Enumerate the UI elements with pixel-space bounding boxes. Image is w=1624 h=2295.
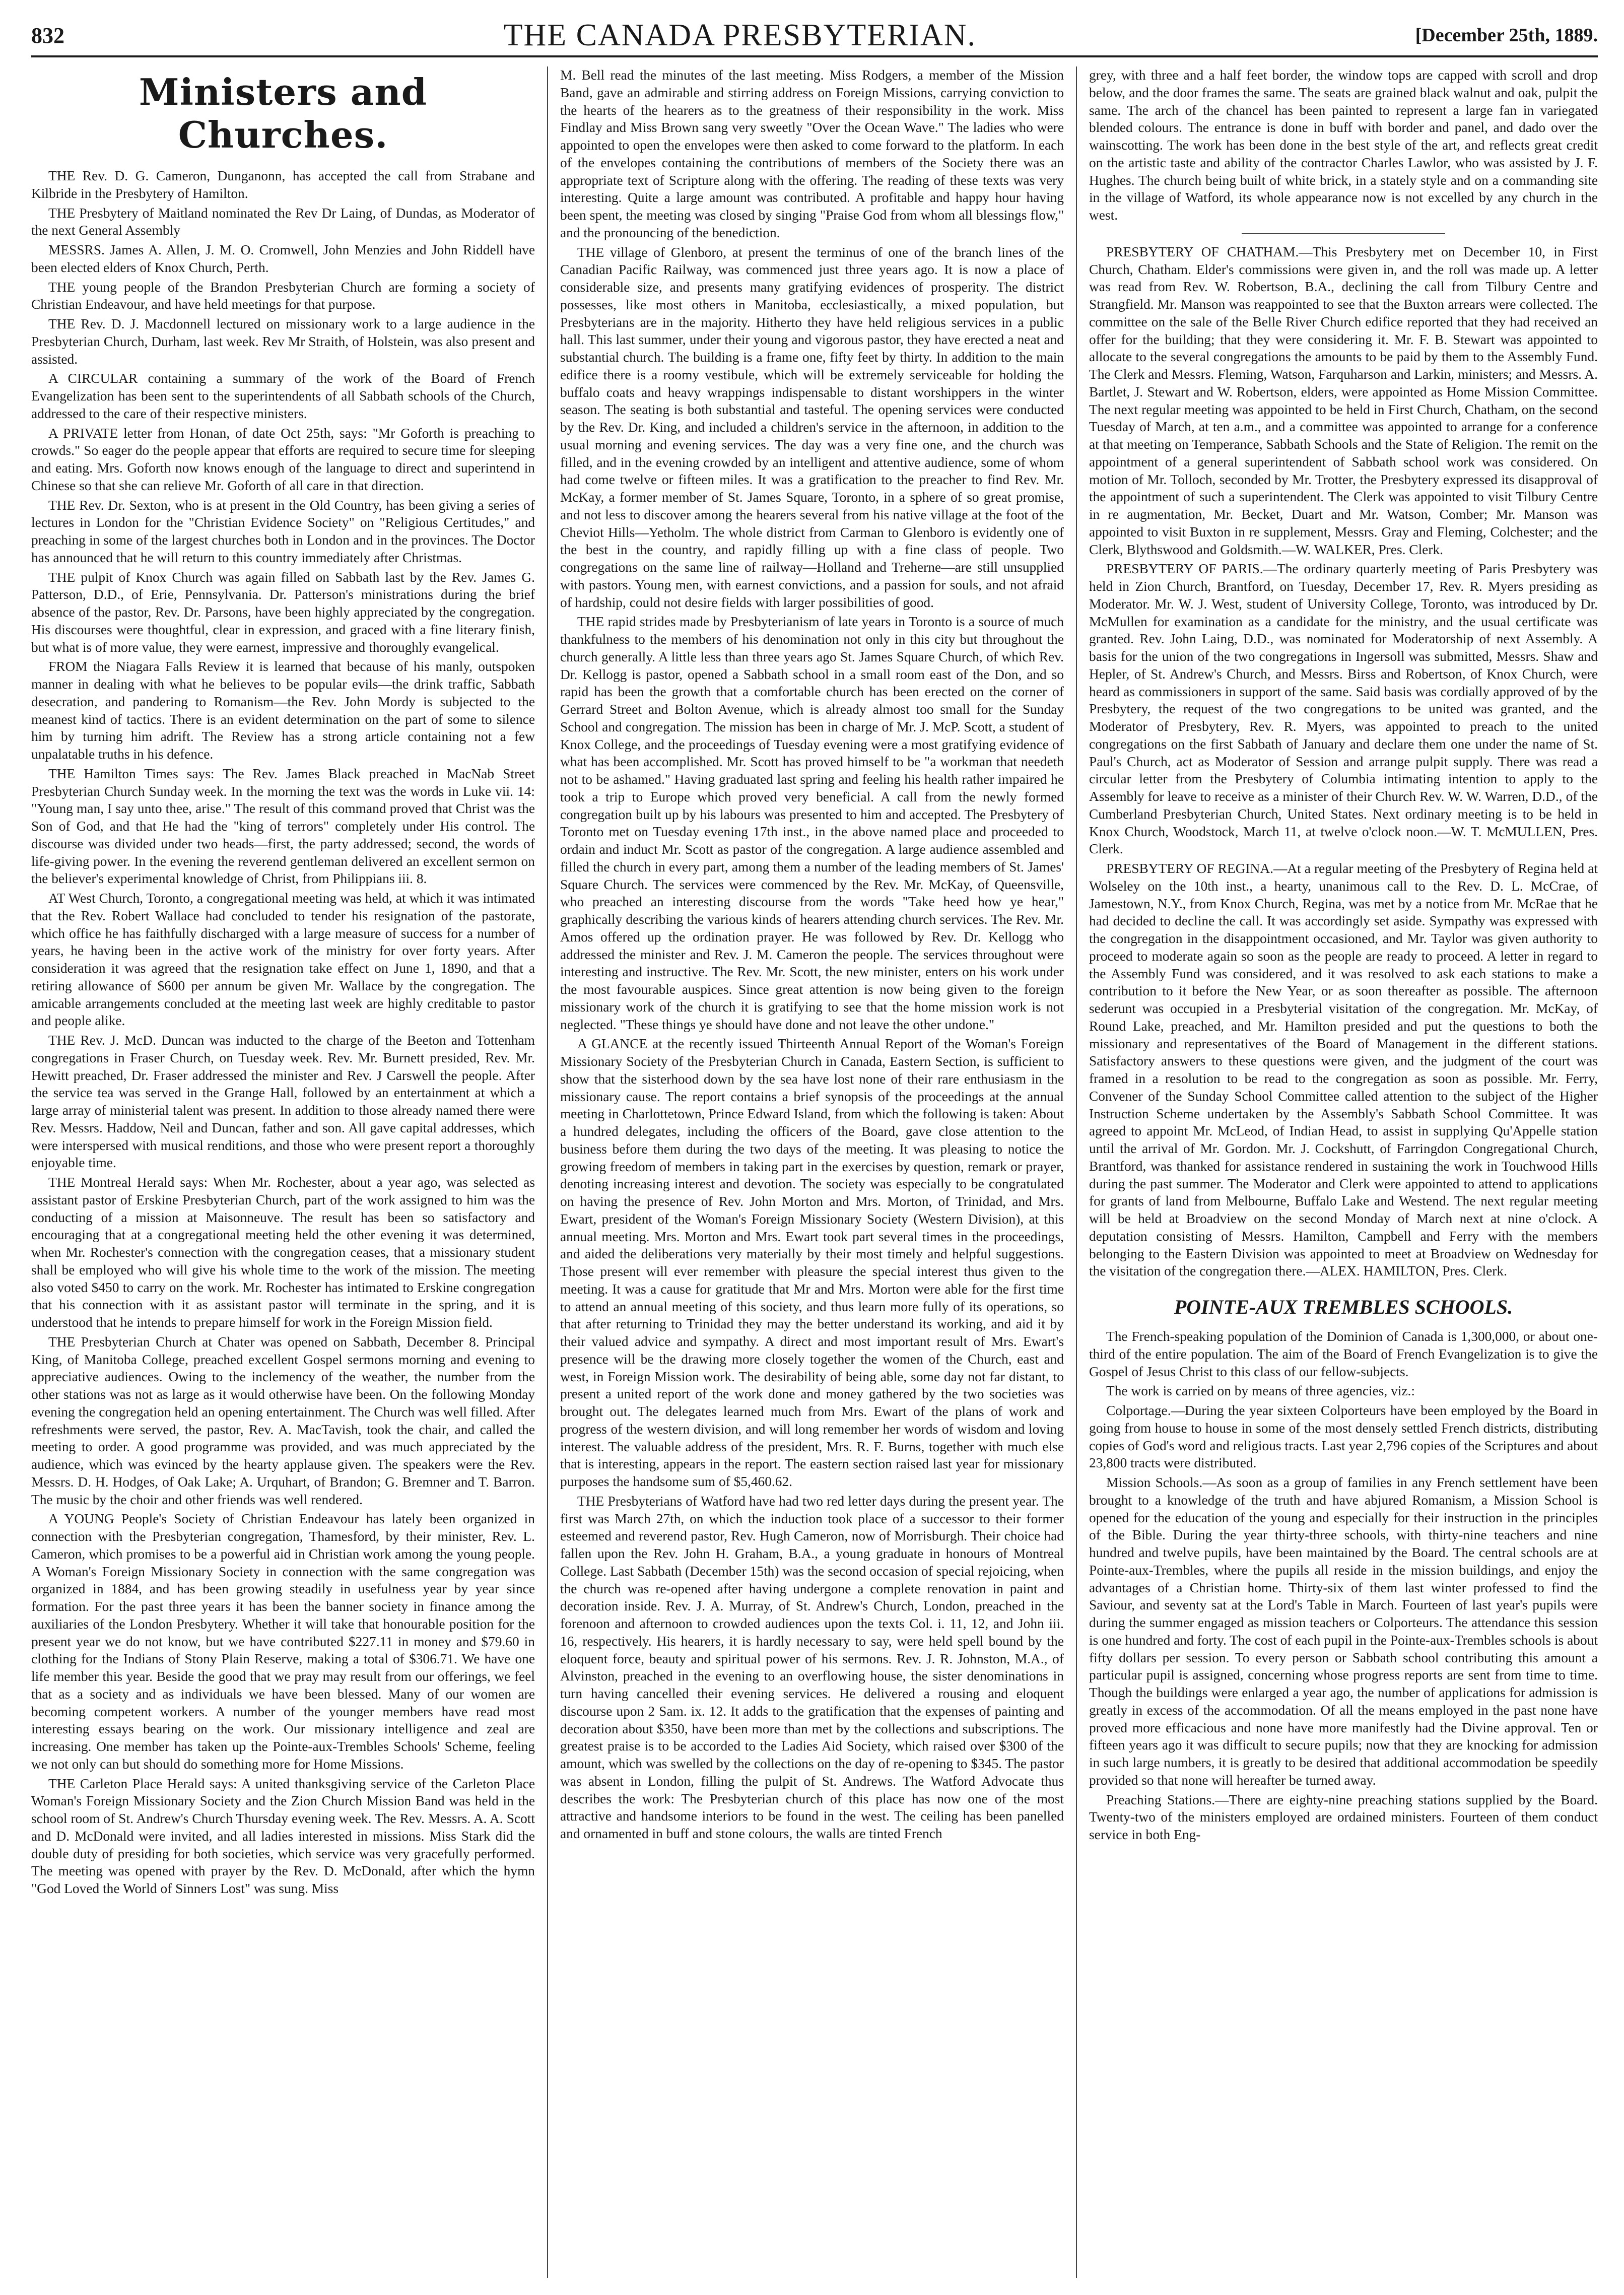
masthead	[31, 15, 1598, 57]
newspaper-page	[31, 15, 1598, 2282]
news-item: MESSRS. James A. Allen, J. M. O. Cromwell, John Menzies and John Riddell have been elected elders of Knox Church, Perth.	[31, 242, 535, 275]
news-item: AT West Church, Toronto, a congregational meeting was held, at which it was intimated that the Rev. Robert Wallace had concluded to tender his resignation of the pastorate, which office he has faithfully discharged with a large measure of success for a number of years, he having been in the active work of the ministry for over forty years. After consideration it was agreed that the resignation take effect on June 1, 1890, and that a retiring allowance of $600 per annum be given Mr. Wallace by the congregation. The amicable arrangements concluded at the meeting last week are highly creditable to pastor and people alike.	[31, 891, 535, 1029]
news-item: A YOUNG People's Society of Christian Endeavour has lately been organized in connection with the Presbyterian congregation, Thamesford, by their minister, Rev. L. Cameron, which promises to be a powerful aid in Christian work among the young people. A Woman's Foreign Missionary Society in connection with the same congregation was organized in 1884, and has been growing steadily in usefulness year by year since formation. For the past three years it has been the banner society in finance among the auxiliaries of the London Presbytery. Whether it will take that honourable position for the present year we do not know, but we have contributed $227.11 in money and $79.60 in clothing for the Indians of Stony Plain Reserve, making a total of $306.71. We have one life member this year. Beside the good that we pray may result from our offerings, we feel that as a society and as individuals we have been blessed. Many of our women are becoming competent workers. A number of the younger members have read most interesting essays bearing on the work. Our missionary intelligence and zeal are increasing. One member has taken up the Pointe-aux-Trembles Schools' Scheme, feeling we not only can but should do something more for Home Missions.	[31, 1511, 535, 1772]
schools-paragraph: The work is carried on by means of three agencies, viz.:	[1106, 1383, 1415, 1399]
issue-date: [December 25th, 1889.	[1415, 25, 1598, 46]
column-divider	[547, 66, 548, 2278]
news-item: A PRIVATE letter from Honan, of date Oct 25th, says: "Mr Goforth is preaching to crowds." So eager do the people appear that efforts are required to secure time for sleeping and eating. Mrs. Goforth now knows enough of the language to direct and superintend in Chinese so that she can relieve Mr. Goforth of all care in that direction.	[31, 425, 535, 493]
section-separator	[1242, 233, 1445, 234]
column-1	[31, 66, 535, 2278]
news-item: THE pulpit of Knox Church was again filled on Sabbath last by the Rev. James G. Patterson, D.D., of Erie, Pennsylvania. Dr. Patterson's ministrations during the brief absence of the pastor, Rev. Dr. Parsons, have been highly appreciated by the congregation. His discourses were thoughtful, clear in expression, and graced with a fine literary finish, but what is of more value, they were earnest, impressive and thoroughly evangelical.	[31, 569, 535, 655]
column-divider	[1076, 66, 1077, 2278]
presbytery-report: PRESBYTERY OF CHATHAM.—This Presbytery met on December 10, in First Church, Chatham. Elder's commissions were given in, and the roll was made up. A letter was read from Rev. W. Robertson, B.A., declining the call from Tilbury Centre and Strangfield. Mr. Manson was reappointed to see that the Buxton arrears were collected. The committee on the sale of the Belle River Church edifice reported that they had received an offer for the building; that they were considering it. Mr. F. B. Stewart was appointed to allocate to the several congregations the amounts to be paid by them to the Assembly Fund. The Clerk and Messrs. Fleming, Watson, Farquharson and Larkin, ministers; and Messrs. A. Bartlet, J. Stewart and W. Robertson, elders, were appointed as Home Mission Committee. The next regular meeting was appointed to be held in First Church, Chatham, on the second Tuesday of March, at ten a.m., and a committee was appointed to arrange for a conference at that meeting on Temperance, Sabbath Schools and the State of Religion. The remit on the appointment of a general superintendent of Sabbath school work was considered. On motion of Mr. Tolloch, seconded by Mr. Trotter, the Presbytery expressed its disapproval of the appointment of such a superintendent. The Clerk was appointed to visit Tilbury Centre in re augmentation, Mr. Becket, Duart and Mr. Watson, Comber; Mr. Manson was appointed to visit Buxton in re supplement, Messrs. Gray and Fleming, Colchester; and the Clerk, Blythswood and Goldsmith.—W. WALKER, Pres. Clerk.	[1089, 244, 1598, 557]
news-item: grey, with three and a half feet border, the window tops are capped with scroll and drop below, and the door frames the same. The seats are grained black walnut and oak, pulpit the same. The arch of the chancel has been painted to represent a large fan in variegated blended colours. The entrance is done in buff with border and panel, and dado over the wainscotting. The work has been done in the best style of the art, and reflects great credit on the artistic taste and ability of the contractor Charles Lawlor, who was assisted by J. F. Hughes. The church being built of white brick, in a stately style and on a commanding site in the village of Watford, its whole appearance now is not excelled by any church in the west.	[1089, 68, 1598, 223]
news-item: THE Carleton Place Herald says: A united thanksgiving service of the Carleton Place Woman's Foreign Missionary Society and the Zion Church Mission Band was held in the school room of St. Andrew's Church Thursday evening week. The Rev. Messrs. A. A. Scott and D. McDonald were invited, and all ladies interested in missions. Miss Stark did the double duty of presiding for both societies, which service was very gracefully performed. The meeting was opened with prayer by the Rev. D. McDonald, after which the hymn "God Loved the World of Sinners Lost" was sung. Miss	[31, 1776, 535, 1896]
news-item: M. Bell read the minutes of the last meeting. Miss Rodgers, a member of the Mission Band, gave an admirable and stirring address on Foreign Missions, carrying conviction to the hearts of the hearers as to the greatness of their responsibility in the work. Miss Findlay and Miss Brown sang very sweetly "Over the Ocean Wave." The ladies who were appointed to open the envelopes were then asked to come forward to the platform. In each of the envelopes containing the contributions of members of the Society there was an appropriate text of Scripture along with the offering. The reading of these texts was very interesting. Quite a large amount was contributed. A profitable and happy hour having been spent, the meeting was closed by singing "Praise God from whom all blessings flow," and the pronouncing of the benediction.	[560, 68, 1064, 240]
schools-paragraph: Mission Schools.—As soon as a group of families in any French settlement have been brought to a knowledge of the truth and have abjured Romanism, a Mission School is opened for the education of the young and especially for their instruction in the principles of the Bible. During the year thirty-three schools, with thirty-nine teachers and nine hundred and twelve pupils, have been maintained by the Board. The central schools are at Pointe-aux-Trembles, where the pupils all reside in the mission buildings, and enjoy the advantages of a Christian home. Thirty-six of them last winter professed to find the Saviour, and seventy sat at the Lord's Table in March. Fourteen of last year's pupils were during the summer engaged as mission teachers or Colporteurs. The attendance this session is one hundred and forty. The cost of each pupil in the Pointe-aux-Trembles schools is about fifty dollars per session. To every person or Sabbath school contributing this amount a particular pupil is assigned, concerning whose progress reports are sent from time to time. Though the buildings were enlarged a year ago, the number of applications for admission is greatly in excess of the accommodation. Of all the means employed in the past none have proved more efficacious and none have more manifestly had the Divine approval. Ten or fifteen years ago it was difficult to secure pupils; now that they are knocking for admission in such large numbers, it is greatly to be desired that additional accommodation be speedily provided so that none will hereafter be turned away.	[1089, 1475, 1598, 1788]
news-item: THE Montreal Herald says: When Mr. Rochester, about a year ago, was selected as assistant pastor of Erskine Presbyterian Church, part of the work assigned to him was the conducting of a mission at Maisonneuve. The result has been so satisfactory and encouraging that at a congregational meeting held the other evening it was determined, when Mr. Rochester's connection with the congregation ceases, that a missionary student shall be employed who will give his whole time to the work of the mission. The meeting also voted $450 to carry on the work. Mr. Rochester has intimated to Erskine congregation that his connection with it as assistant pastor will terminate in the spring, and it is understood that he intends to prepare himself for work in the Foreign Mission field.	[31, 1175, 535, 1330]
news-item: A GLANCE at the recently issued Thirteenth Annual Report of the Woman's Foreign Missionary Society of the Presbyterian Church in Canada, Eastern Section, is sufficient to show that the sisterhood down by the sea have lost none of their rare enthusiasm in the missionary cause. The report contains a brief synopsis of the proceedings at the annual meeting in Charlottetown, Prince Edward Island, from which the following is taken: About a hundred delegates, including the officers of the Board, gave close attention to the business before them during the two days of the meeting. It was pleasing to notice the growing freedom of members in taking part in the exercises by question, remark or prayer, denoting increasing interest and devotion. The society was especially to be congratulated on having the presence of Rev. John Morton and Mrs. Morton, of Trinidad, and Mrs. Ewart, president of the Woman's Foreign Missionary Society (Western Division), at this annual meeting. Mrs. Morton and Mrs. Ewart took part several times in the proceedings, and aided the deliberations very materially by their most timely and helpful suggestions. Those present will ever remember with pleasure the special interest thus given to the meeting. It was a cause for gratitude that Mr and Mrs. Morton were able for the first time to attend an annual meeting of this society, and thus learn more fully of its operations, so that after returning to Trinidad they may the better understand its working, and aid it by their valued advice and sympathy. A direct and most important result of Mrs. Ewart's presence will be the drawing more closely together the women of the Church, east and west, in Foreign Mission work. The desirability of being able, some day not far distant, to present a united report of the work done and money gathered by the two societies was brought out. The delegates learned much from Mrs. Ewart of the plans of work and progress of the western division, and will long remember her words of wisdom and loving interest. The valuable address of the president, Mrs. R. F. Burns, together with much else that is interesting, appears in the report. The eastern section raised last year for missionary purposes the handsome sum of $5,460.62.	[560, 1036, 1064, 1489]
news-item: THE Hamilton Times says: The Rev. James Black preached in MacNab Street Presbyterian Church Sunday week. In the morning the text was the words in Luke vii. 14: "Young man, I say unto thee, arise." The result of this command proved that Christ was the Son of God, and that He had the "king of terrors" completely under His control. The discourse was divided under two heads—first, the party addressed; second, the words of life-giving power. In the evening the reverend gentleman delivered an excellent sermon on the believer's experimental knowledge of Christ, from Philippians iii. 8.	[31, 766, 535, 887]
column-3	[1089, 66, 1598, 2278]
column-2	[560, 66, 1064, 2278]
news-item: THE Presbyterians of Watford have had two red letter days during the present year. The first was March 27th, on which the induction took place of a successor to their former esteemed and reverend pastor, Rev. Hugh Cameron, now of Morrisburgh. Their choice had fallen upon the Rev. John H. Graham, B.A., a young graduate in honours of Montreal College. Last Sabbath (December 15th) was the second occasion of special rejoicing, when the church was re-opened after having undergone a complete renovation in paint and decoration inside. Rev. J. A. Murray, of St. Andrew's Church, London, preached in the forenoon and afternoon to crowded audiences upon the texts Col. i. 11, 12, and John iii. 16, respectively. His hearers, it is hardly necessary to say, were held spell bound by the eloquent force, beauty and spiritual power of his sermons. Rev. J. R. Johnston, M.A., of Alvinston, preached in the evening to an overflowing house, the sister denominations in turn having cancelled their evening services. He delivered a rousing and eloquent discourse upon 2 Sam. ix. 12. It adds to the gratification that the expenses of painting and decoration about $350, have been more than met by the collections and subscriptions. The greatest praise is to be accorded to the Ladies Aid Society, which raised over $300 of the amount, which was swelled by the collections on the day of re-opening to $345. The pastor was absent in London, filling the pulpit of St. Andrews. The Watford Advocate thus describes the work: The Presbyterian church of this place has now one of the most attractive and handsome interiors to be found in the west. The ceiling has been panelled and ornamented in buff and stone colours, the walls are tinted French	[560, 1493, 1064, 1841]
schools-paragraph: Colportage.—During the year sixteen Colporteurs have been employed by the Board in going from house to house in some of the most densely settled French districts, distributing copies of God's word and religious tracts. Last year 2,796 copies of the Scriptures and about 23,800 tracts were distributed.	[1089, 1403, 1598, 1471]
section-heading-schools: POINTE-AUX TREMBLES SCHOOLS.	[1174, 1296, 1513, 1318]
news-item: THE Rev. D. J. Macdonnell lectured on missionary work to a large audience in the Presbyterian Church, Durham, last week. Rev Mr Straith, of Holstein, was also present and assisted.	[31, 316, 535, 367]
article-columns	[31, 66, 1598, 2278]
presbytery-report: PRESBYTERY OF PARIS.—The ordinary quarterly meeting of Paris Presbytery was held in Zion Church, Brantford, on Tuesday, December 17, Rev. R. Myers presiding as Moderator. Mr. W. J. West, student of University College, Toronto, was introduced by Dr. McMullen for examination as a candidate for the ministry, and the usual certificate was granted. Rev. John Laing, D.D., was nominated for Moderatorship of next Assembly. A basis for the union of the two congregations in Ingersoll was submitted, Messrs. Shaw and Hepler, of St. Andrew's Church, and Messrs. Birss and Robertson, of Knox Church, were heard as commissioners in support of the same. Said basis was cordially approved of by the Presbytery, the request of the two congregations to be united was granted, and the Moderator of Presbytery, Rev. R. Myers, was appointed to preach to the united congregations on the first Sabbath of January and declare them one under the name of St. Paul's Church, act as Moderator of Session and arrange pulpit supply. There was read a circular letter from the Presbytery of Columbia intimating intention to apply to the Assembly for leave to receive as a minister of their Church Rev. W. W. Warren, D.D., of the Cumberland Presbyterian Church, United States. Next ordinary meeting is to be held in Knox Church, Woodstock, March 11, at twelve o'clock noon.—W. T. McMULLEN, Pres. Clerk.	[1089, 561, 1598, 857]
news-item: THE Rev. J. McD. Duncan was inducted to the charge of the Beeton and Tottenham congregations in Fraser Church, on Tuesday week. Rev. Mr. Burnett presided, Rev. Mr. Hewitt preached, Dr. Fraser addressed the minister and Rev. J Carswell the people. After the service tea was served in the Grange Hall, followed by an entertainment at which a large array of ministerial talent was present. In addition to those already named there were Rev. Messrs. Haddow, Neil and Duncan, father and son. All gave capital addresses, which were interspersed with musical renditions, and those who were present report a thoroughly enjoyable time.	[31, 1033, 535, 1171]
newspaper-title: THE CANADA PRESBYTERIAN.	[503, 18, 977, 52]
news-item: THE Rev. D. G. Cameron, Dunganonn, has accepted the call from Strabane and Kilbride in the Presbytery of Hamilton.	[31, 168, 535, 201]
news-item: THE young people of the Brandon Presbyterian Church are forming a society of Christian Endeavour, and have held meetings for that purpose.	[31, 279, 535, 312]
presbytery-report: PRESBYTERY OF REGINA.—At a regular meeting of the Presbytery of Regina held at Wolseley on the 10th inst., a hearty, unanimous call to the Rev. D. L. McCrae, of Jamestown, N.Y., from Knox Church, Regina, was met by a notice from Mr. McRae that he had decided to decline the call. It was accordingly set aside. Sympathy was expressed with the congregation in the disappointment occasioned, and Mr. Taylor was given authority to proceed to moderate again so soon as the people are ready to proceed. A letter in regard to the Assembly Fund was considered, and it was resolved to ask each stations to make a contribution to it before the New Year, or as soon thereafter as possible. The afternoon sederunt was occupied in a Presbyterial visitation of the congregation. Mr. McKay, of Round Lake, preached, and Mr. Hamilton presided and put the questions to both the missionary and representatives of the Board of Management in the different stations. Satisfactory answers to these questions were given, and the judgment of the court was framed in a resolution to be read to the congregation as soon as possible. Mr. Ferry, Convener of the Sunday School Committee called attention to the subject of the Higher Instruction Scheme undertaken by the Assembly's Sabbath School Committee. It was agreed to appoint Mr. McLeod, of Indian Head, to assist in supplying Qu'Appelle station until the arrival of Mr. Gordon. Mr. J. Cockshutt, of Farringdon Congregational Church, Brantford, was thanked for assistance rendered in sustaining the work in Touchwood Hills during the past summer. The Moderator and Clerk were appointed to attend to applications for grants of land from Melbourne, Buffalo Lake and Westend. The next regular meeting will be held at Broadview on the second Monday of March next at nine o'clock. A deputation consisting of Messrs. Hamilton, Campbell and Ferry with the members belonging to the Eastern Division was appointed to meet at Broadview on Wednesday for the visitation of the congregation there.—ALEX. HAMILTON, Pres. Clerk.	[1089, 861, 1598, 1279]
news-item: THE Rev. Dr. Sexton, who is at present in the Old Country, has been giving a series of lectures in London for the "Christian Evidence Society" on "Religious Certitudes," and preaching in some of the largest churches both in London and in the provinces. The Doctor has announced that he will return to this country immediately after Christmas.	[31, 497, 535, 565]
news-item: A CIRCULAR containing a summary of the work of the Board of French Evangelization has been sent to the superintendents of all Sabbath schools of the Church, addressed to the care of their respective ministers.	[31, 371, 535, 421]
page-number: 832	[31, 23, 64, 48]
news-item: THE Presbytery of Maitland nominated the Rev Dr Laing, of Dundas, as Moderator of the next General Assembly	[31, 205, 535, 238]
schools-paragraph: Preaching Stations.—There are eighty-nine preaching stations supplied by the Board. Twenty-two of the ministers employed are ordained ministers. Fourteen of them conduct service in both Eng-	[1089, 1792, 1598, 1842]
section-heading-ministers: Ministers and Churches.	[139, 71, 428, 156]
news-item: FROM the Niagara Falls Review it is learned that because of his manly, outspoken manner in dealing with what he believes to be popular evils—the drink traffic, Sabbath desecration, and pandering to Romanism—the Rev. John Mordy is subjected to the meanest kind of tactics. There is an evident determination on the part of some to silence him by turning him adrift. The Review has a strong article containing not a few unpalatable truths in his defence.	[31, 659, 535, 762]
news-item: THE rapid strides made by Presbyterianism of late years in Toronto is a source of much thankfulness to the members of his denomination not only in this city but throughout the church generally. A little less than three years ago St. James Square Church, of which Rev. Dr. Kellogg is pastor, opened a Sabbath school in a small room east of the Don, and so rapid has been the growth that a comfortable church has been erected on the corner of Gerrard Street and Bolton Avenue, which is already almost too small for the Sunday School and congregation. The mission has been in charge of Mr. J. McP. Scott, a student of Knox College, and the proceedings of Tuesday evening were a most gratifying evidence of what has been accomplished. Mr. Scott has proved himself to be "a workman that needeth not to be ashamed." Having graduated last spring and feeling his health rather impaired he took a trip to Europe which proved very beneficial. A call from the newly formed congregation built up by his labours was presented to him and accepted. The Presbytery of Toronto met on Tuesday evening 17th inst., in the above named place and proceeded to ordain and induct Mr. Scott as pastor of the congregation. A large audience assembled and filled the church in every part, among them a number of the leading members of St. James' Square Church. The services were commenced by the Rev. Mr. McKay, of Queensville, who preached an interesting discourse from the words "Take heed how ye hear," graphically describing the various kinds of hearers attending church services. The Rev. Mr. Amos offered up the ordination prayer. He was followed by Rev. Dr. Kellogg who addressed the minister and Rev. J. M. Cameron the people. The services throughout were interesting and instructive. The Rev. Mr. Scott, the new minister, enters on his work under the most favourable auspices. Since great attention is now being given to the foreign missionary work of the church it is gratifying to see that the home mission work is not neglected. "These things ye should have done and not leave the other undone."	[560, 614, 1064, 1032]
news-item: THE Presbyterian Church at Chater was opened on Sabbath, December 8. Principal King, of Manitoba College, preached excellent Gospel sermons morning and evening to appreciative audiences. Owing to the inclemency of the weather, the number from the other stations was not as large as it would otherwise have been. On the following Monday evening the congregation held an opening entertainment. The Church was well filled. After refreshments were served, the pastor, Rev. A. MacTavish, took the chair, and called the meeting to order. A good programme was provided, and was much appreciated by the audience, which was evinced by the hearty applause given. The speakers were the Rev. Messrs. D. H. Hodges, of Oak Lake; A. Urquhart, of Brandon; G. Bremner and T. Barron. The music by the choir and other friends was well rendered.	[31, 1334, 535, 1507]
news-item: THE village of Glenboro, at present the terminus of one of the branch lines of the Canadian Pacific Railway, was commenced just three years ago. It is now a place of considerable size, and presents many gratifying evidences of prosperity. The district possesses, like most others in Manitoba, ecclesiastically, a mixed population, but Presbyterians are in the majority. Hitherto they have held religious services in a public hall. This last summer, under their young and vigorous pastor, they have erected a neat and substantial church. The building is a frame one, fifty feet by thirty. In addition to the main edifice there is a roomy vestibule, which will be extremely serviceable for holding the buffalo coats and heavy wrappings indispensable to distant worshippers in the winter season. The seating is both substantial and tasteful. The opening services were conducted by the Rev. Dr. King, and included a children's service in the afternoon, in addition to the usual morning and evening services. The day was a very fine one, and the church was filled, and in the evening crowded by an intelligent and attentive audience, some of whom had come twelve or fifteen miles. It was a gratification to the preacher to find Rev. Mr. McKay, a former member of St. James Square, Toronto, in a sphere of so great promise, and not less to discover among the hearers several from his native village at the foot of the Cheviot Hills—Yetholm. The whole district from Carman to Glenboro is evidently one of the best in the country, and rapidly filling up with a fine class of people. Two congregations on the same line of railway—Holland and Treherne—are still unsupplied with pastors. Young men, with earnest convictions, and a passion for souls, and not afraid of hardship, could not desire fields with larger possibilities of good.	[560, 244, 1064, 610]
schools-paragraph: The French-speaking population of the Dominion of Canada is 1,300,000, or about one-third of the entire population. The aim of the Board of French Evangelization is to give the Gospel of Jesus Christ to this class of our fellow-subjects.	[1089, 1329, 1598, 1379]
